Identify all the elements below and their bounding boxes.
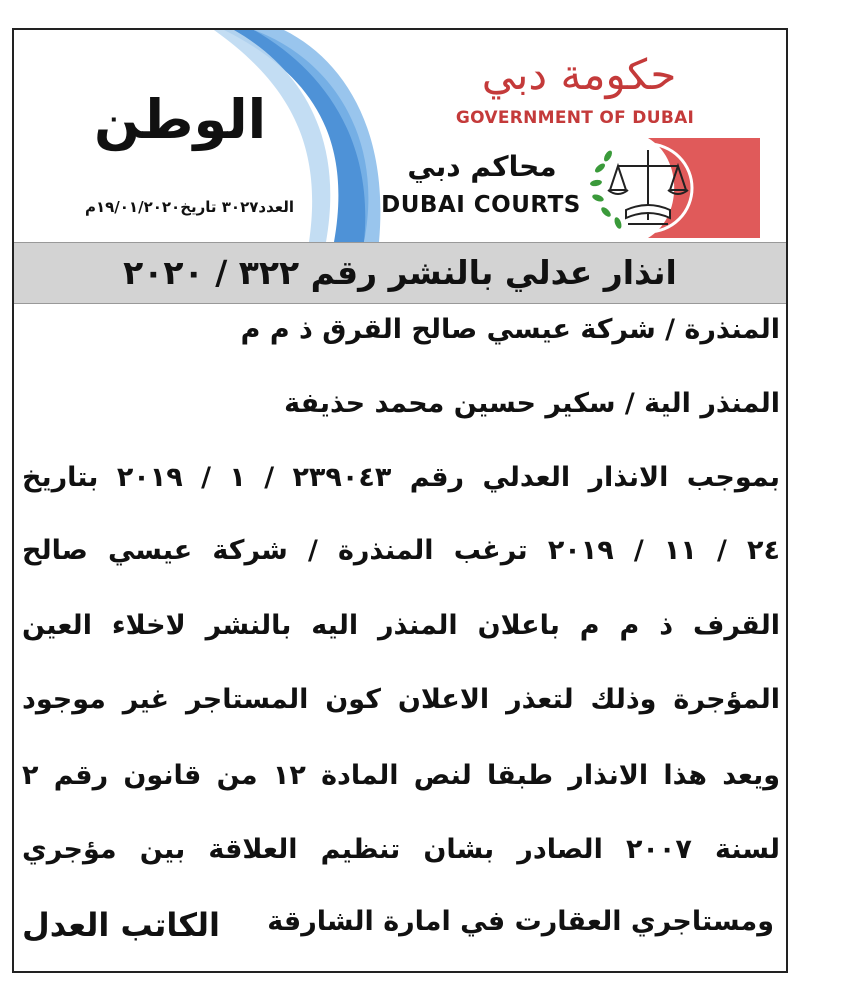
notice-body-line: ويعد هذا الانذار طبقا لنص المادة ١٢ من قانون رقم ٢ [22, 760, 780, 791]
notary-signature: الكاتب العدل [22, 906, 220, 944]
newspaper-logo: الوطن [94, 88, 267, 151]
notice-body-line: لسنة ٢٠٠٧ الصادر بشان تنظيم العلاقة بين مؤجري [22, 834, 780, 865]
notice-closing-row [22, 906, 780, 956]
government-arabic-logo: حكومة دبي [481, 50, 677, 99]
government-english-logo: GOVERNMENT OF DUBAI [455, 108, 695, 128]
notice-line-plaintiff: المنذرة / شركة عيسي صالح القرق ذ م م [240, 314, 780, 345]
notice-closing-line: ومستاجري العقارت في امارة الشارقة [267, 906, 774, 937]
notice-frame [12, 28, 788, 973]
notice-body-line: القرف ذ م م باعلان المنذر اليه بالنشر لاخلاء العين [22, 610, 780, 641]
dubai-courts-scales-emblem-icon [588, 138, 760, 238]
notice-body-line: ٢٤ / ١١ / ٢٠١٩ ترغب المنذرة / شركة عيسي صالح [22, 535, 780, 566]
notice-body-line: المؤجرة وذلك لتعذر الاعلان كون المستاجر غير موجود [22, 684, 780, 715]
notice-line-defendant: المنذر الية / سكير حسين محمد حذيفة [284, 388, 780, 419]
notice-title-bar [14, 242, 786, 304]
notice-body-line: بموجب الانذار العدلي رقم ٢٣٩٠٤٣ / ١ / ٢٠١٩ بتاريخ [22, 462, 780, 493]
courts-english-name: DUBAI COURTS [381, 192, 581, 218]
courts-arabic-name: محاكم دبي [407, 150, 557, 183]
issue-date-line: العدد٣٠٢٧ تاريخ١٩/٠١/٢٠٢٠م [84, 198, 294, 216]
notice-title: انذار عدلي بالنشر رقم ٣٢٢ / ٢٠٢٠ [123, 253, 677, 292]
masthead [14, 30, 786, 242]
